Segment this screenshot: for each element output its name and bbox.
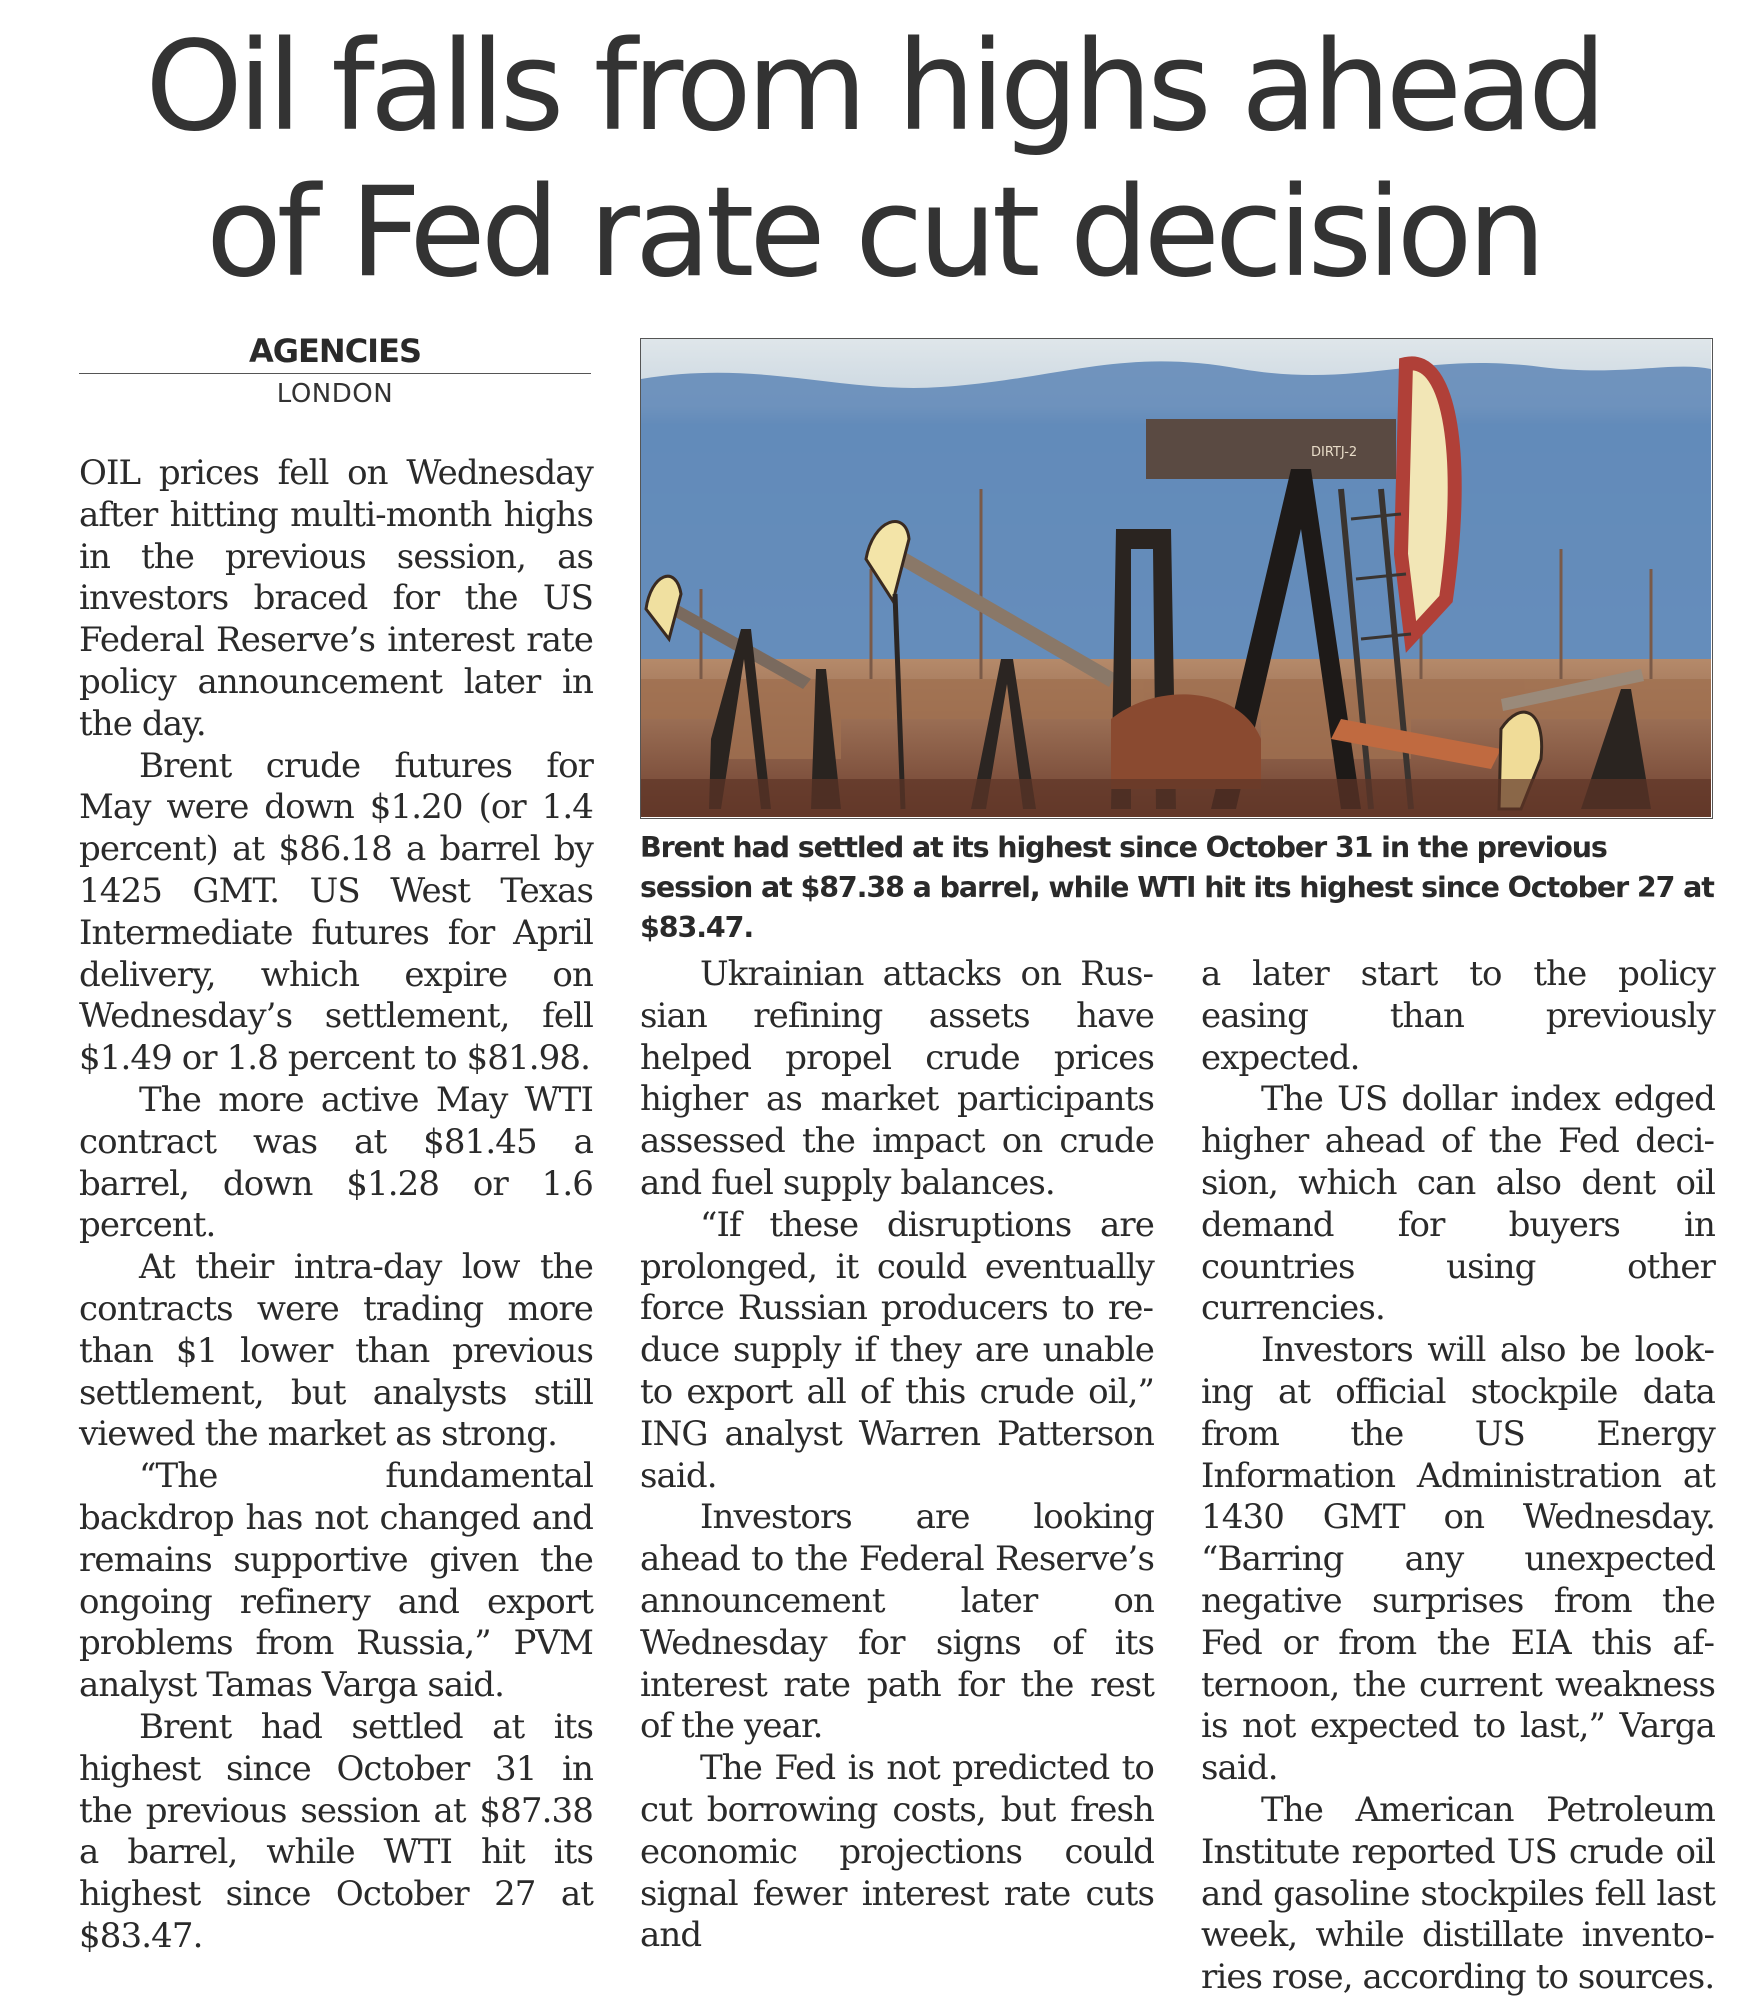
paragraph: At their intra-day low the contracts were trading more than $1 lower than previous settlement, but analysts still viewed the market as strong. <box>79 1247 593 1455</box>
byline <box>79 333 591 409</box>
headline-line-1: Oil falls from highs ahead <box>145 15 1602 159</box>
headline <box>0 14 1747 306</box>
article-column-2 <box>640 954 1154 1957</box>
paragraph: The US dollar index edged higher ahead of the Fed decision, which can also dent oil demand for buyers in countries using other currencies. <box>1201 1079 1715 1329</box>
headline-line-2: of Fed rate cut decision <box>205 161 1542 305</box>
paragraph: The more active May WTI contract was at $81.45 a barrel, down $1.28 or 1.6 percent. <box>79 1079 593 1246</box>
pumpjack-sign-text: DIRTJ-2 <box>1311 445 1358 460</box>
article-column-1 <box>79 453 593 1958</box>
photo-caption: Brent had settled at its highest since October 31 in the previous session at $87.38 a barrel, while WTI hit its highest since October 27 at $83.47. <box>640 831 1714 944</box>
paragraph: Ukrainian attacks on Russian refining assets have helped propel crude prices higher as market participants assessed the impact on crude and fuel supply balances. <box>640 954 1154 1203</box>
byline-rule <box>79 373 591 374</box>
paragraph: Brent had settled at its highest since October 31 in the previous session at $87.38 a barrel, while WTI hit its highest since October 27 at $83.47. <box>79 1706 593 1956</box>
oil-pumpjack-photo <box>640 338 1713 819</box>
paragraph: The American Petroleum Institute reported US crude oil and gasoline stockpiles fell last week, while distillate inventories rose, according to sources. <box>1201 1789 1715 1998</box>
paragraph: OIL prices fell on Wednesday after hitting multi-month highs in the previous session, as investors braced for the US Federal Reserve’s interest rate policy announcement later in the day. <box>79 453 593 744</box>
paragraph: “If these disruptions are prolonged, it could eventually force Russian producers to reduce supply if they are unable to export all of this crude oil,” ING analyst Warren Patterson said. <box>640 1204 1154 1496</box>
paragraph: a later start to the policy easing than previously expected. <box>1201 954 1715 1078</box>
byline-dateline: LONDON <box>276 379 394 409</box>
paragraph: Brent crude futures for May were down $1.20 (or 1.4 percent) at $86.18 a barrel by 1425 GMT. US West Texas Intermediate futures for April delivery, which expire on Wednesday’s settlement, fell $1.49 or 1.8 percent to $81.98. <box>79 745 593 1079</box>
byline-agency: AGENCIES <box>249 332 421 370</box>
article-column-3 <box>1201 954 1715 1999</box>
paragraph: “The fundamental backdrop has not changed and remains supportive given the ongoing refinery and export problems from Russia,” PVM analyst Tamas Varga said. <box>79 1456 593 1706</box>
paragraph: Investors will also be looking at official stockpile data from the US Energy Information Administration at 1430 GMT on Wednesday. “Barring any unexpected negative surprises from the Fed or from the EIA this afternoon, the current weakness is not expected to last,” Varga said. <box>1201 1330 1715 1789</box>
paragraph: The Fed is not predicted to cut borrowing costs, but fresh economic projections could signal fewer interest rate cuts and <box>640 1748 1154 1956</box>
paragraph: Investors are looking ahead to the Federal Reserve’s announcement later on Wednesday for signs of its interest rate path for the rest of the year. <box>640 1497 1154 1747</box>
